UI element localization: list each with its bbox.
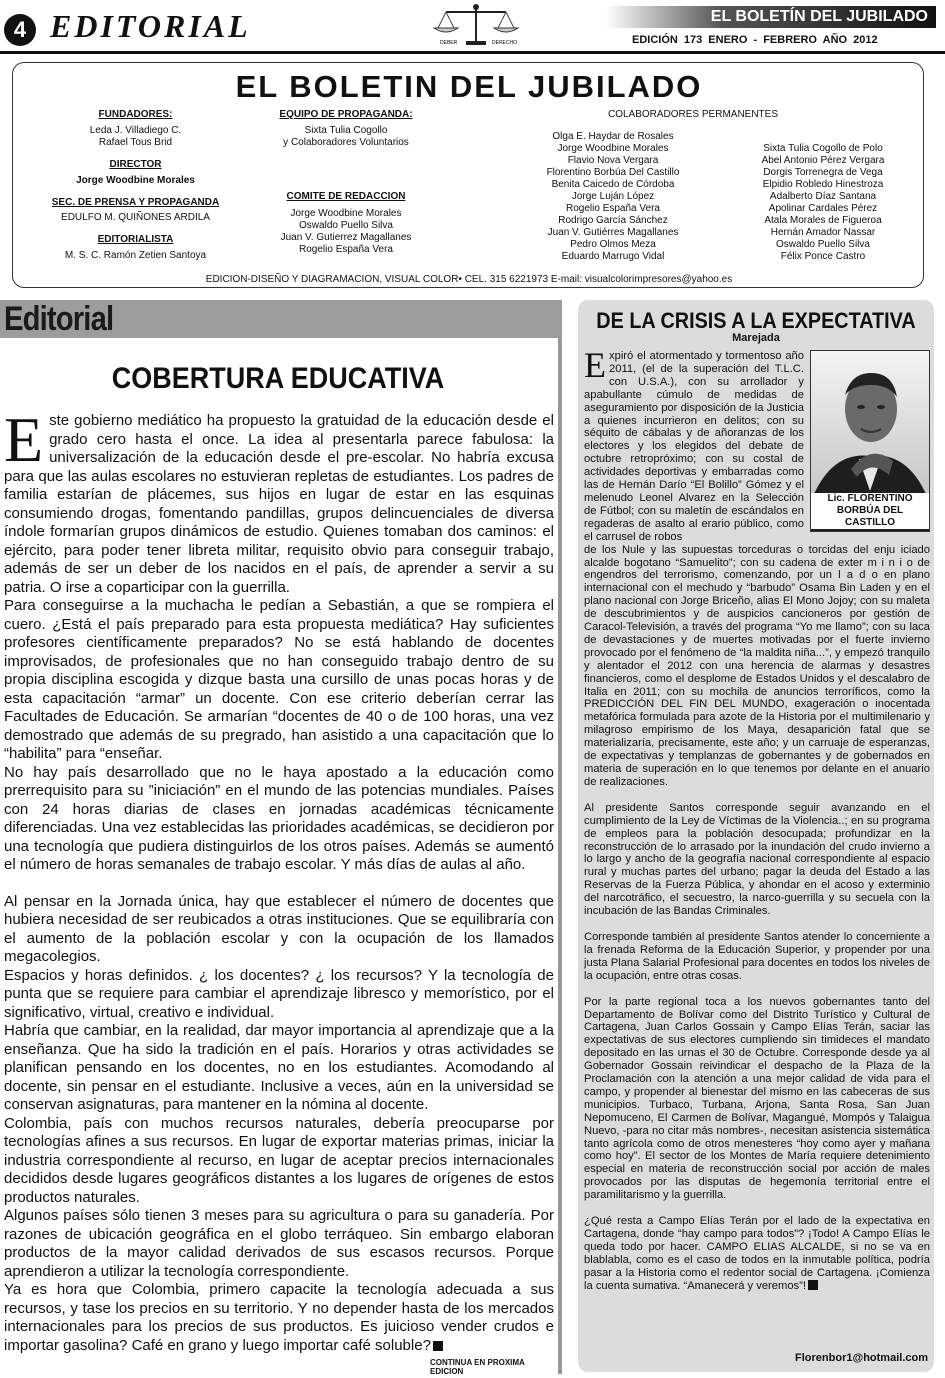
colab-a-6: Jorge Luján López [571,191,655,202]
propaganda-1: Sixta Tulia Cogollo [304,125,388,136]
fundador-1: Leda J. Villadiego C. [89,125,182,136]
prensa-heading: SEC. DE PRENSA Y PROPAGANDA [51,197,220,208]
editorial-banner [0,300,562,338]
colab-b-7: Atala Morales de Figueroa [764,215,882,226]
masthead-box [12,62,924,288]
page-number: 4 [4,14,36,46]
continued-note: CONTINUA EN PROXIMA EDICION [430,1358,525,1376]
column-paragraph-1b: de los Nule y las supuestas torceduras o torcidas del enju iciado alcalde bogotano “Samuelito”; con su cadena de exter m i n i o de engendros del terrorismo, comenzando, por un l a d o en plano internacional con el mechudo y “barbudo” Osama Bin Laden y en el plano nacional con Jorge Briceño, alias El Mono Jojoy; con su maleta de descubrimientos y de auspicios cancioneros por gestión de Caracol-Televisión, a través del programa “Yo me llamo”; con su laca de devastaciones y de muertes motivadas por el fuerte invierno provocado por el fenómeno de “la maldita niña...”, y empezó tranquilo y alentador el 2012 con una herencia de alarmas y desastres financieros, como el desplome de Estados Unidos y el descalabro de Italia en 2011; con su mochila de anuncios terroríficos, como la PREDICCIÓN DEL FIN DEL MUNDO, exageración o inocentada metafórica formulada para azote de la Historia por el multimilenario y milagroso empirismo de los Maya, desaparición fatal que se materializaría, precisamente, este año; y un carruaje de esperanzas, de expectativas y templanzas de gobernantes y de gobernados en materia de superación en lo que tenemos por delante en el anuario de realizaciones. [584,543,930,788]
column-tag: Marejada [732,332,780,344]
column-paragraph-3: Corresponde también al presidente Santos atender lo concerniente a la frenada Reforma de la Educación Superior, y propender por una justa Plana Salarial Profesional para docentes en todos los niveles de la ocupación, entre otras cosas. [584,930,930,982]
comite-1: Jorge Woodbine Morales [290,208,402,219]
column-dropcap: E [584,345,606,385]
colab-b-3: Dorgis Torrenegra de Vega [763,167,883,178]
column-paragraph-1a: Expiró el atormentado y tormentoso año 2011, (el de la superación del T.L.C. con U.S.A.), con su arrollador y apabullante cúmulo de medidas de aseguramiento por disposición de la Justicia a quienes incurrieron en delitos; con su séquito de cábalas y de añoranzas de los electores y los elegidos del debate de octubre retropróximo; con su costal de actividades deportivas y embarradas como las de Hernán Darío “El Bolillo” Gómez y el melenudo Leonel Alvarez en la Selección de Fútbol; con su maletín de escándalos en regaderas de asalto al erario público, como el carrusel de robos [584,345,804,543]
masthead-col-founders [33,109,238,262]
colab-b-8: Hernán Amador Nassar [770,227,876,238]
scale-left-label: DEBER [440,40,458,46]
colab-a-11: Eduardo Marrugo Vidal [561,251,665,262]
column-headline: DE LA CRISIS A LA EXPECTATIVA [596,308,916,333]
editorial-paragraph-5: Espacios y horas definidos. ¿ los docentes? ¿ los recursos? Y la tecnología de punta que se requiere para cambiar el aprendizaje libresco y memorístico, por el significativo, virtual, creativo e individual. [4,966,554,1021]
colab-a-7: Rogelio España Vera [566,203,660,214]
scales-of-justice-icon [428,2,524,48]
editorial-paragraph-8: Algunos países sólo tienen 3 meses para su agricultura o para su ganadería. Por razones de ubicación geográfica en el globo terráqueo. Sin embargo elaboran productos de la mayor calidad derivados de sus escasos recursos. Porque aprendieron a utilizar la tecnología correspondiente. [4,1207,554,1280]
colaboradores-heading: COLABORADORES PERMANENTES [607,109,779,120]
fundadores-heading: FUNDADORES: [98,109,173,120]
masthead-col-colab-a [518,131,708,263]
comite-heading: COMITE DE REDACCION [286,191,406,202]
editorial-paragraph-1: Este gobierno mediático ha propuesto la gratuidad de la educación desde el grado cero hasta el once. La idea al presentarla parece fabulosa: la universalización de la educación desde el pre-escolar. No habría excusa para que las aulas escolares no estuvieran repletas de estudiantes. Los padres de familia estarían de plácemes, sus hijos en lugar de estar en las esquinas consumiendo drogas, fomentando pandillas, grupos delincuenciales de diversa índole formarían grupos dinámicos de estudio. Quienes tomaban dos caminos: el ejército, para poder tener libreta militar, requisito obvio para conseguir trabajo, además de ser un deber de los nacidos en el país, de aprender a servir a su patria. O irse a coparticipar con la guerrilla. [4,404,554,596]
masthead-col-propaganda [271,109,421,256]
editorial-paragraph-6: Habría que cambiar, en la realidad, dar mayor importancia al aprendizaje que a la enseñanza. Que ha sido la tradición en el país. Horarios y otras actividades se planifican pensando en los docentes, no en los estudiantes. Acomodando al docente, sin pensar en el estudiante. Inclusive a veces, aún en la universidad se conservan asignaturas, para mantener en la nómina al docente. [4,1022,554,1113]
edition-info: EDICIÓN 173 ENERO - FEBRERO AÑO 2012 [632,34,878,46]
colab-b-5: Adalberto Díaz Santana [769,191,877,202]
editorial-body [4,404,554,1355]
editorial-dropcap: E [4,404,44,475]
opinion-column [578,300,934,1372]
colab-a-10: Pedro Olmos Meza [570,239,656,250]
column-end-mark-icon [808,1280,818,1290]
colab-b-4: Elpidio Robledo Hinestroza [762,179,884,190]
photo-caption-line-1: Lic. FLORENTINO [827,493,913,504]
end-mark-icon [433,1341,443,1351]
colab-b-6: Apolinar Cardales Pérez [768,203,878,214]
editorial-paragraph-3: No hay país desarrollado que no le haya apostado a la educación como prerrequisito para su ”iniciación” en el mundo de las potencias mundiales. Países con 24 horas diarias de clases en jornadas académicas técnicamente diferenciadas. Una vez establecidas las prioridades académicas, se decidieron por una tecnología que pudiera distinguirlos de los otros países. Además se aumentó el número de horas semanales de trabajo escolar. Y más días de aulas al año. [4,763,554,873]
page-header [0,0,945,54]
colab-a-4: Florentino Borbúa Del Castillo [546,167,680,178]
editorial-paragraph-7: Colombia, país con muchos recursos naturales, debería preocuparse por tecnologías afines a sus recursos. En lugar de exportar materias primas, iniciar la industria correspondiente al recurso, en lugar de aceptar precios internacionales decididos desde lugares geográficos distantes a los lugares de orígenes de estos productos naturales. [4,1114,554,1206]
colab-a-3: Flavio Nova Vergara [567,155,659,166]
colab-a-1: Olga E. Haydar de Rosales [552,131,674,142]
propaganda-2: y Colaboradores Voluntarios [283,137,409,148]
editorial-headline: COBERTURA EDUCATIVA [111,362,445,395]
prensa-name: EDULFO M. QUIÑONES ARDILA [61,212,210,223]
section-title: EDITORIAL [50,8,251,44]
colab-a-5: Benita Caicedo de Córdoba [551,179,675,190]
masthead-title: EL BOLETIN DEL JUBILADO [235,69,703,104]
editorial-column [0,338,562,1374]
colab-a-2: Jorge Woodbine Morales [557,143,669,154]
colab-b-9: Oswaldo Puello Silva [776,239,870,250]
column-paragraph-5: ¿Qué resta a Campo Elías Terán por el lado de la expectativa en Cartagena, donde “hay campo para todos”? ¡Todo! A Campo Elías le queda todo por hacer. CAMPO ELIAS ALCALDE, si no se va en blablabla, como es el caso de todos en la inmutable política, podría pasar a la Historia como el redentor social de Cartagena. ¡Comienza la cuenta sumativa. “Amanecerá y veremos”! [584,1215,930,1292]
editorial-banner-label: Editorial [4,300,114,338]
author-email: Florenbor1@hotmail.com [795,1352,928,1364]
colab-b-2: Abel Antonio Pérez Vergara [761,155,885,166]
comite-4: Rogelio España Vera [299,244,393,255]
colab-b-10: Félix Ponce Castro [780,251,866,262]
director-heading: DIRECTOR [109,159,162,170]
director-name: Jorge Woodbine Morales [76,175,195,186]
column-paragraph-4: Por la parte regional toca a los nuevos gobernantes tanto del Departamento de Bolívar como del Distrito Turístico y Cultural de Cartagena, Juan Carlos Gossain y Campo Elías Terán, saciar las expectativas de sus electores cumpliendo sin timideces el mandato depositado en las urnas el 30 de Octubre. Corresponde desde ya al Gobernador Gossain reivindicar el despacho de la Plaza de la Proclamación con la atención a una mejor calidad de vida para el campo, y propender al bienestar del mismo en las cabeceras de sus municipios. Turbaco, Turbana, Arjona, Santa Rosa, San Juan Nepomuceno, El Carmen de Bolívar, Magangué, Mompós y Talaigua Nuevo, -para no citar más nombres-, necesitan asistencia sistemática tanto agrícola como de otros menesteres “hoy como ayer y mañana como hoy”. El sector de los Montes de María requiere detenimiento especial en materia de reconstrucción social por acción de males provocados por las disputas de hegemonía territorial entre el paramilitarismo y la guerrilla. [584,995,930,1202]
propaganda-heading: EQUIPO DE PROPAGANDA: [279,109,413,120]
colab-a-8: Rodrigo García Sánchez [558,215,668,226]
editorial-paragraph-9: Ya es hora que Colombia, primero capacite la tecnología adecuada a sus recursos, y tase los precios en su territorio. Y no depender hasta de los mercados internacionales para los precios de sus productos. Es juicioso vender crudos e importar gasolina? Café en grano y luego importar café soluble? [4,1281,554,1354]
photo-caption-line-2: BORBÚA DEL CASTILLO [836,505,904,528]
editorialista-name: M. S. C. Ramón Zetien Santoya [64,250,207,261]
column-paragraph-2: Al presidente Santos corresponde seguir avanzando en el cumplimiento de la Ley de Víctimas de la Violencia..; en su programa de empleos para la población desocupada; profundizar en la reconstrucción de lo arrasado por la inundación del crudo invierno a lo largo y ancho de la geografía nacional correspondiente al espacio rural y muchas partes del urbano; pagar la deuda del Estado a las Reservas de la Fuerza Pública, y ahondar en el acoso y exterminio del narcotráfico, el secuestro, la narco-guerrilla y su secuela con la incubación de las Bandas Criminales. [584,801,930,918]
masthead-col-colab-b [733,143,913,263]
column-body [584,345,930,1293]
colab-b-1: Sixta Tulia Cogollo de Polo [763,143,883,154]
publication-name: EL BOLETÍN DEL JUBILADO [606,6,936,28]
masthead-credits: EDICION-DISEÑO Y DIAGRAMACION, VISUAL COLOR• CEL. 315 6221973 E-mail: visualcolorimpresores@yahoo.es [205,274,733,285]
editorial-paragraph-4: Al pensar en la Jornada única, hay que establecer el número de docentes que hubiera necesidad de ser reubicados a otras instituciones. Que se equilibraría con el aumento de la población escolar y con la ocupación de los llamados megacolegios. [4,892,554,965]
comite-2: Oswaldo Puello Silva [299,220,393,231]
comite-3: Juan V. Gutierrez Magallanes [280,232,412,243]
colab-a-9: Juan V. Gutiérres Magallanes [547,227,679,238]
editorialista-heading: EDITORIALISTA [97,234,174,245]
header-rule [0,51,945,54]
scale-right-label: DERECHO [492,40,518,46]
fundador-2: Rafael Tous Brid [98,137,173,148]
editorial-paragraph-2: Para conseguirse a la muchacha le pedían a Sebastián, a que se rompiera el cuero. ¿Está el país preparado para esta propuesta mediática? Hay suficientes profesores científicamente preparados? No se está hablando de docentes improvisados, de profesionales que no han conseguido trabajo dentro de su propia disciplina escogida y dizque basta una cursillo de unas pocas horas y de esta capacitación “armar” un docente. Con ese criterio deberían cerrar las Facultades de Educación. Se armarían “docentes de 40 o de 100 horas, una vez demostrado que además de su pregrado, han asistido a una capacitación que lo “habilita” para “enseñar. [4,597,554,762]
